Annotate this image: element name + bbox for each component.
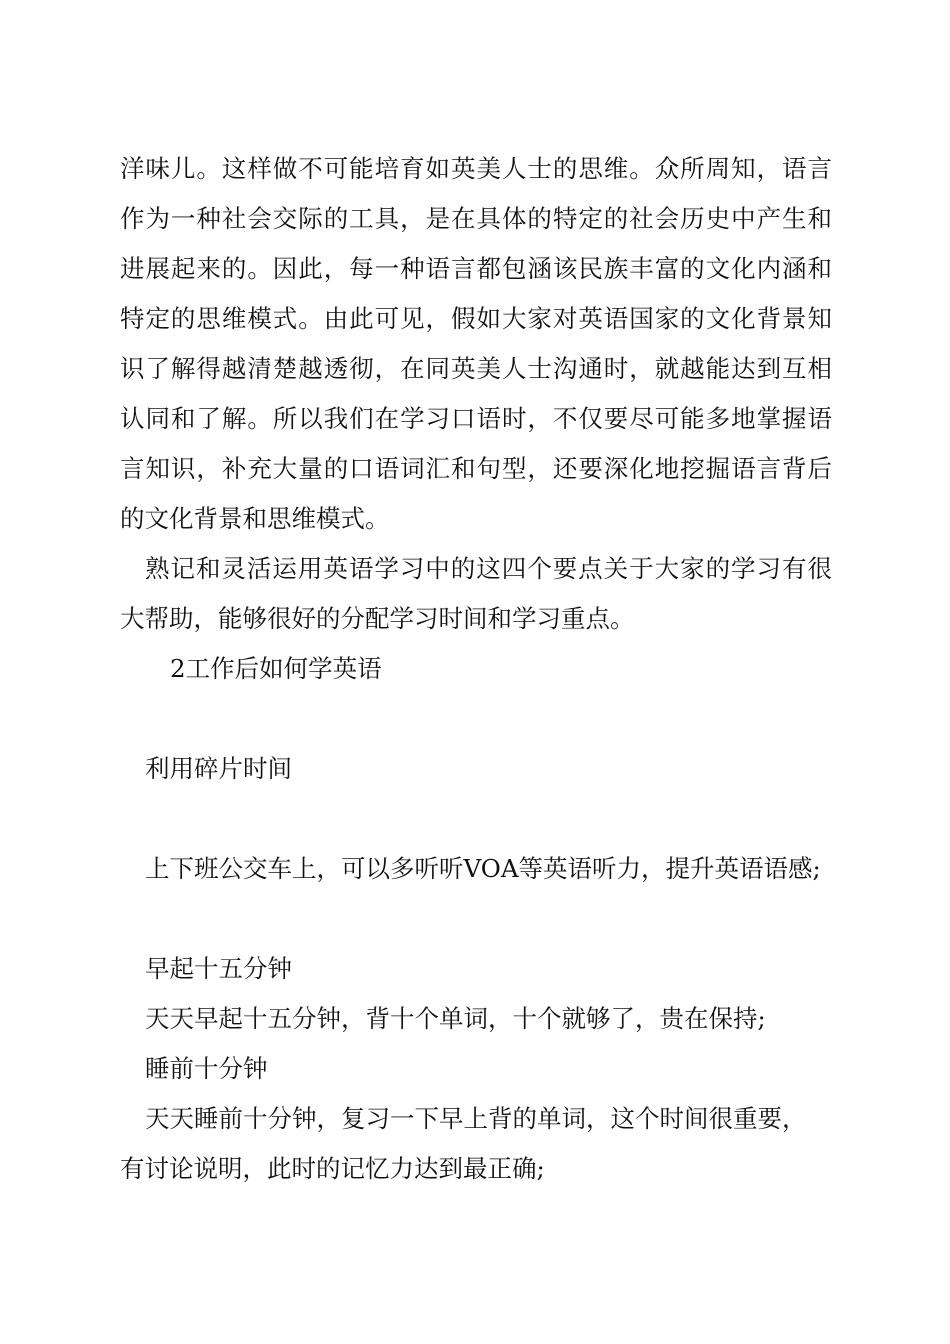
paragraph2-line-1: 熟记和灵活运用英语学习中的这四个要点关于大家的学习有很 <box>145 554 832 583</box>
tip1-body: 上下班公交车上，可以多听听VOA等英语听力，提升英语语感; <box>145 854 821 883</box>
paragraph1-line-6: 认同和了解。所以我们在学习口语时，不仅要尽可能多地掌握语 <box>120 404 832 433</box>
paragraph1-line-1: 洋味儿。这样做不可能培育如英美人士的思维。众所周知，语言 <box>120 154 832 183</box>
paragraph1-line-8: 的文化背景和思维模式。 <box>120 504 390 533</box>
tip2-title: 早起十五分钟 <box>145 954 292 983</box>
tip3-title: 睡前十分钟 <box>145 1054 268 1083</box>
tip3-body-line-1: 天天睡前十分钟，复习一下早上背的单词，这个时间很重要， <box>145 1104 807 1133</box>
paragraph1-line-4: 特定的思维模式。由此可见，假如大家对英语国家的文化背景知 <box>120 304 832 333</box>
paragraph1-line-7: 言知识，补充大量的口语词汇和句型，还要深化地挖掘语言背后 <box>120 454 832 483</box>
tip1-title: 利用碎片时间 <box>145 754 292 783</box>
section-heading: 2工作后如何学英语 <box>170 654 382 683</box>
paragraph1-line-3: 进展起来的。因此，每一种语言都包涵该民族丰富的文化内涵和 <box>120 254 832 283</box>
paragraph2-line-2: 大帮助，能够很好的分配学习时间和学习重点。 <box>120 604 635 633</box>
tip2-body: 天天早起十五分钟，背十个单词，十个就够了，贵在保持; <box>145 1004 766 1033</box>
paragraph1-line-2: 作为一种社会交际的工具，是在具体的特定的社会历史中产生和 <box>120 204 832 233</box>
tip3-body-line-2: 有讨论说明，此时的记忆力达到最正确; <box>120 1154 545 1183</box>
paragraph1-line-5: 识了解得越清楚越透彻，在同英美人士沟通时，就越能达到互相 <box>120 354 832 383</box>
